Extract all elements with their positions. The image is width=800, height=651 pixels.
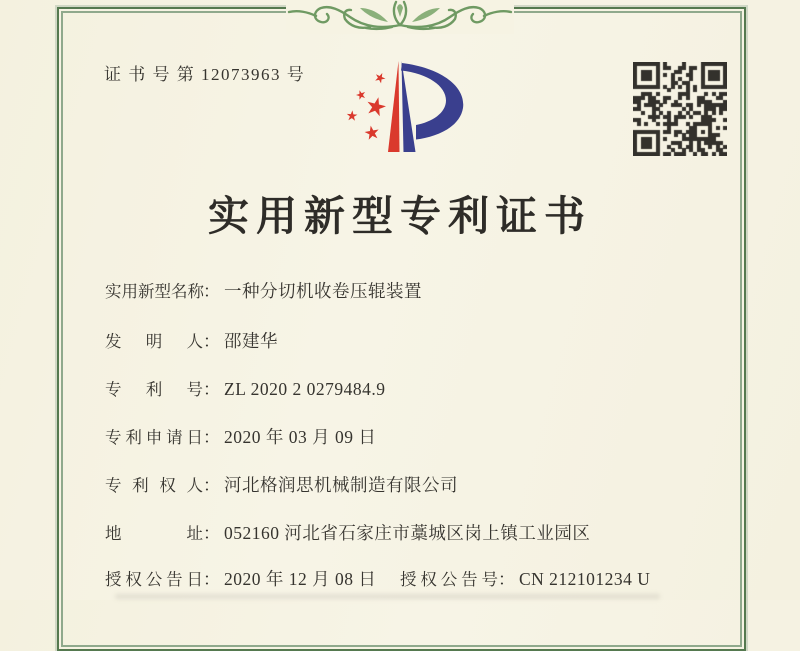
field-value: ZL 2020 2 0279484.9 xyxy=(224,379,386,399)
field-label: 发明人 xyxy=(105,332,203,351)
field-value: 2020 年 03 月 09 日 xyxy=(224,427,377,447)
scan-artifact xyxy=(115,594,660,599)
field-label: 专利权人 xyxy=(105,476,203,495)
cnipa-patent-logo-icon xyxy=(330,54,490,164)
field-label: 专利申请日 xyxy=(105,428,203,447)
field-label: 专利号 xyxy=(105,380,203,399)
field-label: 授权公告日 xyxy=(105,570,203,589)
field-value: 邵建华 xyxy=(224,331,278,351)
field-value: CN 212101234 U xyxy=(519,569,651,589)
field-row-patent-number: 专利号： ZL 2020 2 0279484.9 xyxy=(105,377,385,402)
certificate-title: 实用新型专利证书 xyxy=(208,193,592,239)
floral-ornament-icon xyxy=(280,0,520,34)
field-row-filing-date: 专利申请日： 2020 年 03 月 09 日 xyxy=(105,425,376,450)
certificate-number: 证 书 号 第 12073963 号 xyxy=(104,65,306,84)
qr-code xyxy=(633,62,727,156)
field-row-address: 地址： 052160 河北省石家庄市藁城区岗上镇工业园区 xyxy=(105,521,590,546)
field-row-grant-date: 授权公告日： 2020 年 12 月 08 日 xyxy=(105,567,376,592)
field-label: 授权公告号 xyxy=(400,570,498,589)
field-value: 052160 河北省石家庄市藁城区岗上镇工业园区 xyxy=(224,523,591,543)
field-label: 地址 xyxy=(105,524,203,543)
field-value: 2020 年 12 月 08 日 xyxy=(224,569,377,589)
field-row-patentee: 专利权人： 河北格润思机械制造有限公司 xyxy=(105,473,458,498)
field-row-inventor: 发明人： 邵建华 xyxy=(105,329,278,354)
field-value: 一种分切机收卷压辊装置 xyxy=(224,281,422,301)
field-label: 实用新型名称 xyxy=(105,282,204,301)
field-value: 河北格润思机械制造有限公司 xyxy=(224,475,458,495)
field-row-invention-name: 实用新型名称： 一种分切机收卷压辊装置 xyxy=(105,279,422,304)
field-row-grant-publication-number: 授权公告号： CN 212101234 U xyxy=(400,567,650,592)
